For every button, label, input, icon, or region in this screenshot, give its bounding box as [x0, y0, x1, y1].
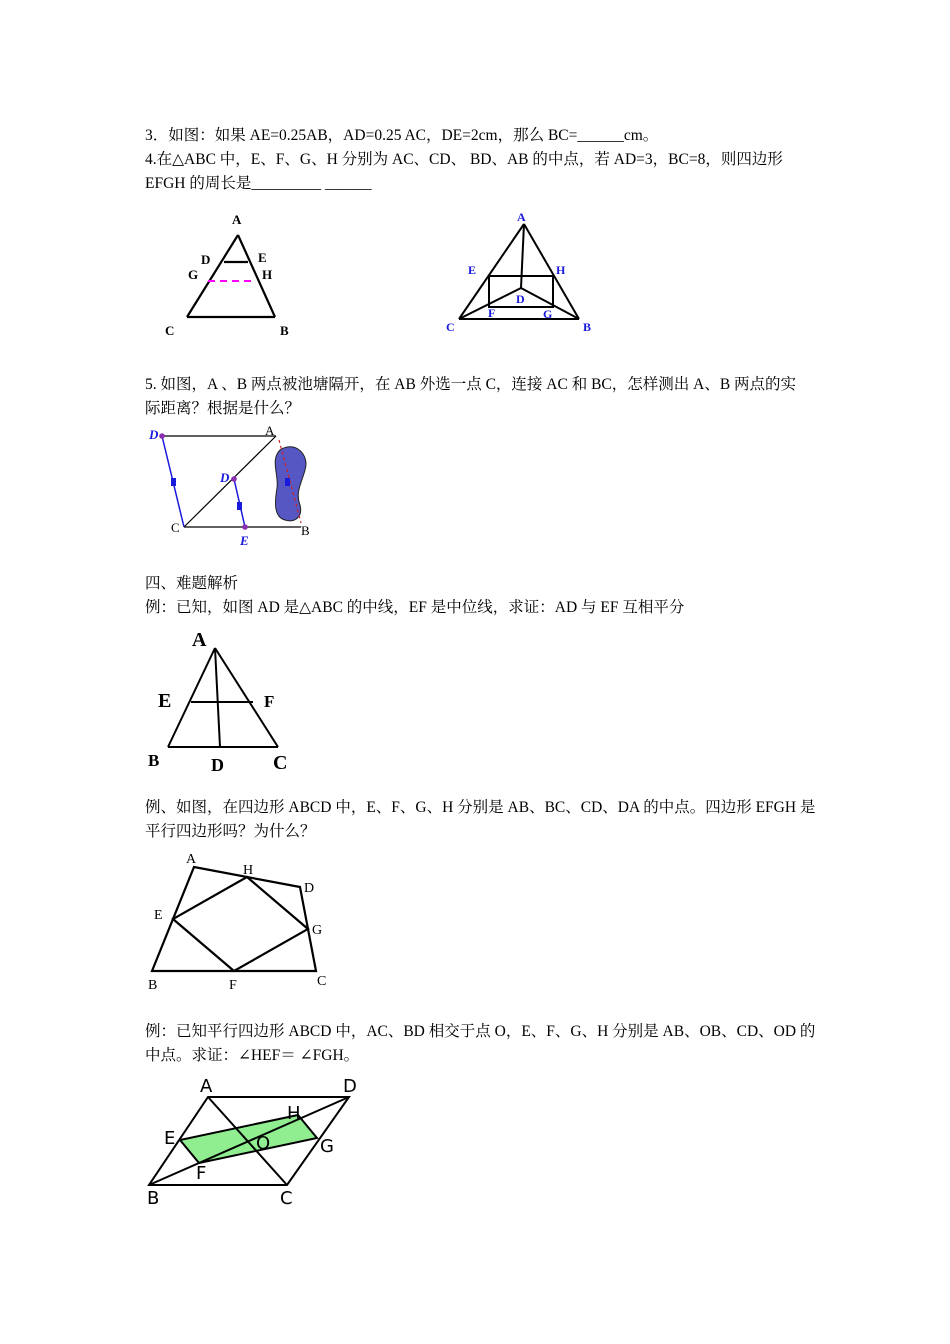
label-d: D — [343, 1076, 357, 1097]
tick-mark-3 — [285, 478, 290, 486]
label-e: E — [158, 690, 172, 712]
label-f: F — [264, 692, 275, 711]
tick-mark-1 — [171, 478, 176, 486]
label-e: E — [154, 908, 163, 923]
label-c: C — [317, 974, 327, 989]
example-3-line-2: 中点。求证：∠HEF＝ ∠FGH。 — [145, 1047, 360, 1064]
label-b: B — [301, 523, 310, 538]
point-d2 — [231, 476, 237, 482]
label-d: D — [516, 292, 525, 306]
figure-quadrilateral-efgh — [440, 205, 610, 345]
label-g: G — [188, 267, 199, 282]
label-f: F — [196, 1163, 207, 1184]
label-c: C — [273, 752, 288, 774]
label-e: E — [164, 1128, 176, 1149]
label-b: B — [148, 751, 160, 770]
question-5-line-2: 际距离？根据是什么？ — [145, 400, 301, 417]
label-h: H — [262, 267, 273, 282]
example-2-line-2: 平行四边形吗？为什么？ — [145, 823, 316, 840]
figure-6-lines — [149, 1097, 349, 1185]
question-3-text: 3．如图：如果 AE=0.25AB，AD=0.25 AC，DE=2cm，那么 BC=______cm。 — [145, 127, 659, 144]
label-o: O — [256, 1133, 271, 1154]
question-4-line-1: 4.在△ABC 中，E、F、G、H 分别为 AC、CD、 BD、AB 的中点，若 AD=3，BC=8，则四边形 — [145, 151, 783, 168]
label-a: A — [192, 629, 207, 651]
label-h: H — [287, 1103, 301, 1124]
label-h: H — [243, 863, 254, 878]
label-d2: D — [220, 470, 230, 485]
label-b: B — [280, 323, 289, 338]
label-d: D — [211, 755, 224, 775]
label-d: D — [304, 881, 315, 896]
point-e — [242, 524, 248, 530]
figure-parallelogram-efgh — [140, 1070, 370, 1215]
label-b: B — [147, 1188, 160, 1209]
figure-4-lines — [168, 648, 278, 747]
label-f: F — [488, 306, 496, 320]
label-b: B — [148, 978, 158, 993]
figure-midpoint-quadrilateral — [140, 845, 340, 1000]
point-d1 — [159, 433, 165, 439]
label-e: E — [240, 533, 249, 548]
figure-triangle-midline — [150, 205, 310, 345]
label-f: F — [229, 978, 237, 993]
label-a: A — [200, 1076, 213, 1097]
question-4-line-2: EFGH 的周长是_________ ______ — [145, 175, 372, 192]
label-e: E — [258, 250, 267, 265]
label-d: D — [201, 252, 211, 267]
figure-pond-measurement — [145, 420, 325, 550]
question-5-line-1: 5. 如图，A 、B 两点被池塘隔开，在 AB 外选一点 C，连接 AC 和 BC，怎样测出 A、B 两点的实 — [145, 376, 797, 393]
tick-mark-2 — [237, 502, 242, 510]
label-c: C — [446, 320, 455, 334]
example-3-line-1: 例：已知平行四边形 ABCD 中，AC、BD 相交于点 O，E、F、G、H 分别是 AB、OB、CD、OD 的 — [145, 1023, 816, 1040]
label-b: B — [583, 320, 592, 334]
example-2-line-1: 例、如图，在四边形 ABCD 中，E、F、G、H 分别是 AB、BC、CD、DA 的中点。四边形 EFGH 是 — [145, 799, 816, 816]
label-g: G — [312, 923, 323, 938]
label-c: C — [280, 1188, 293, 1209]
label-g: G — [543, 307, 553, 321]
label-g: G — [320, 1136, 334, 1157]
label-c: C — [171, 520, 180, 535]
label-a: A — [232, 212, 242, 227]
label-a: A — [265, 423, 275, 438]
label-a: A — [186, 852, 197, 867]
label-a: A — [517, 210, 526, 224]
pond-shape — [275, 447, 306, 521]
label-e: E — [468, 263, 477, 277]
section-4-title: 四、难题解析 — [145, 575, 239, 592]
example-1-text: 例：已知，如图 AD 是△ABC 的中线，EF 是中位线，求证：AD 与 EF 互相平分 — [145, 599, 685, 616]
figure-median-midline — [140, 620, 310, 780]
figure-5-lines — [152, 867, 316, 971]
label-h: H — [556, 263, 566, 277]
label-d1: D — [149, 427, 159, 442]
label-c: C — [165, 323, 175, 338]
